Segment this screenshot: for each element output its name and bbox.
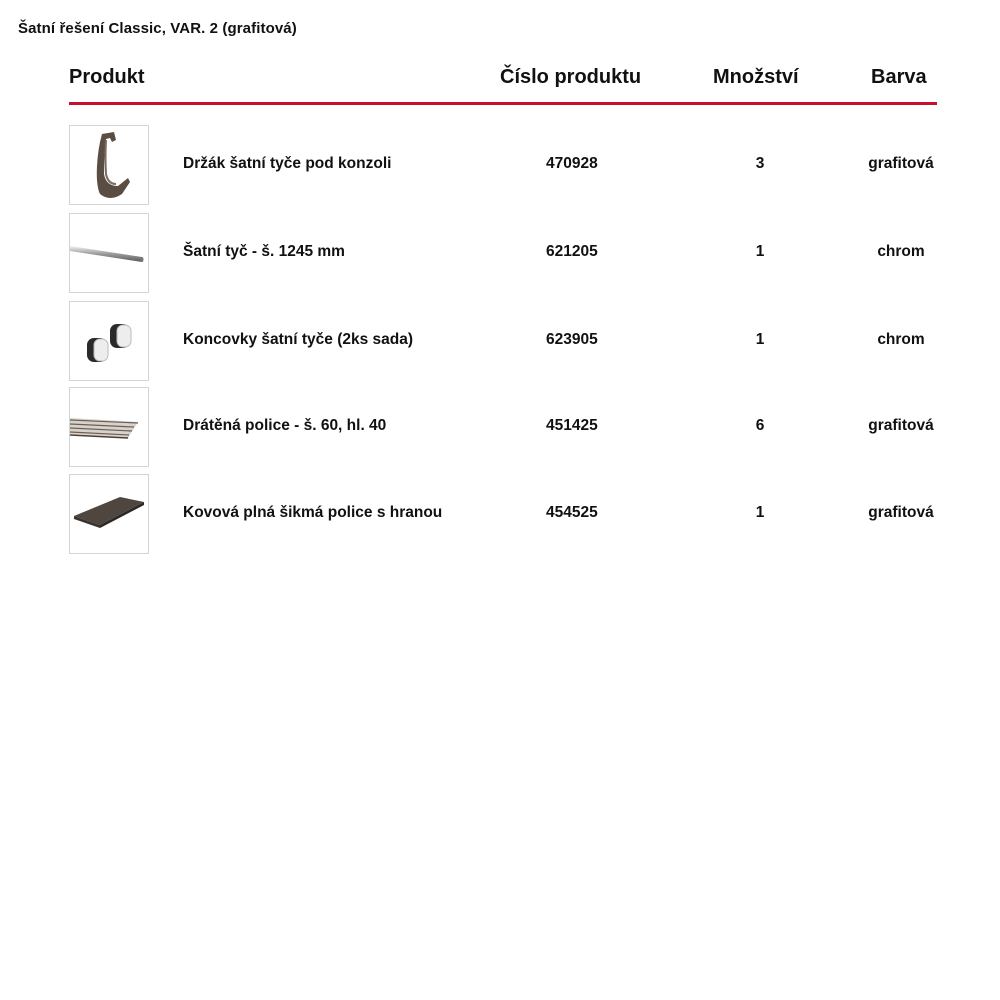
product-quantity: 1 bbox=[755, 243, 765, 260]
product-quantity: 1 bbox=[755, 504, 765, 521]
product-number: 454525 bbox=[546, 504, 598, 521]
product-number: 451425 bbox=[546, 417, 598, 434]
product-name: Kovová plná šikmá police s hranou bbox=[183, 504, 443, 521]
table-row bbox=[0, 387, 1000, 469]
header-color: Barva bbox=[871, 66, 927, 88]
table-row bbox=[0, 125, 1000, 207]
product-number: 470928 bbox=[546, 155, 598, 172]
product-image bbox=[69, 474, 149, 554]
solid-shelf-icon bbox=[70, 475, 148, 553]
product-name: Drátěná police - š. 60, hl. 40 bbox=[183, 417, 387, 434]
product-color: grafitová bbox=[868, 417, 934, 434]
header-product: Produkt bbox=[69, 66, 145, 88]
hanger-bracket-icon bbox=[70, 126, 148, 204]
product-image bbox=[69, 125, 149, 205]
product-color: chrom bbox=[877, 243, 925, 260]
table-row bbox=[0, 213, 1000, 295]
page-title: Šatní řešení Classic, VAR. 2 (grafitová) bbox=[18, 20, 297, 37]
product-image bbox=[69, 213, 149, 293]
table-row bbox=[0, 474, 1000, 556]
wire-shelf-icon bbox=[70, 388, 148, 466]
product-number: 623905 bbox=[546, 331, 598, 348]
product-color: grafitová bbox=[868, 155, 934, 172]
product-name: Koncovky šatní tyče (2ks sada) bbox=[183, 331, 414, 348]
header-divider bbox=[69, 102, 937, 105]
product-color: chrom bbox=[877, 331, 925, 348]
header-product-number: Číslo produktu bbox=[500, 66, 642, 88]
end-caps-icon bbox=[70, 302, 148, 380]
product-quantity: 6 bbox=[755, 417, 765, 434]
rod-icon bbox=[70, 214, 148, 292]
product-image bbox=[69, 387, 149, 467]
product-color: grafitová bbox=[868, 504, 934, 521]
header-quantity: Množství bbox=[713, 66, 799, 88]
product-name: Šatní tyč - š. 1245 mm bbox=[183, 243, 345, 260]
product-quantity: 3 bbox=[755, 155, 765, 172]
product-image bbox=[69, 301, 149, 381]
product-name: Držák šatní tyče pod konzoli bbox=[183, 155, 392, 172]
product-quantity: 1 bbox=[755, 331, 765, 348]
table-row bbox=[0, 301, 1000, 383]
product-number: 621205 bbox=[546, 243, 598, 260]
